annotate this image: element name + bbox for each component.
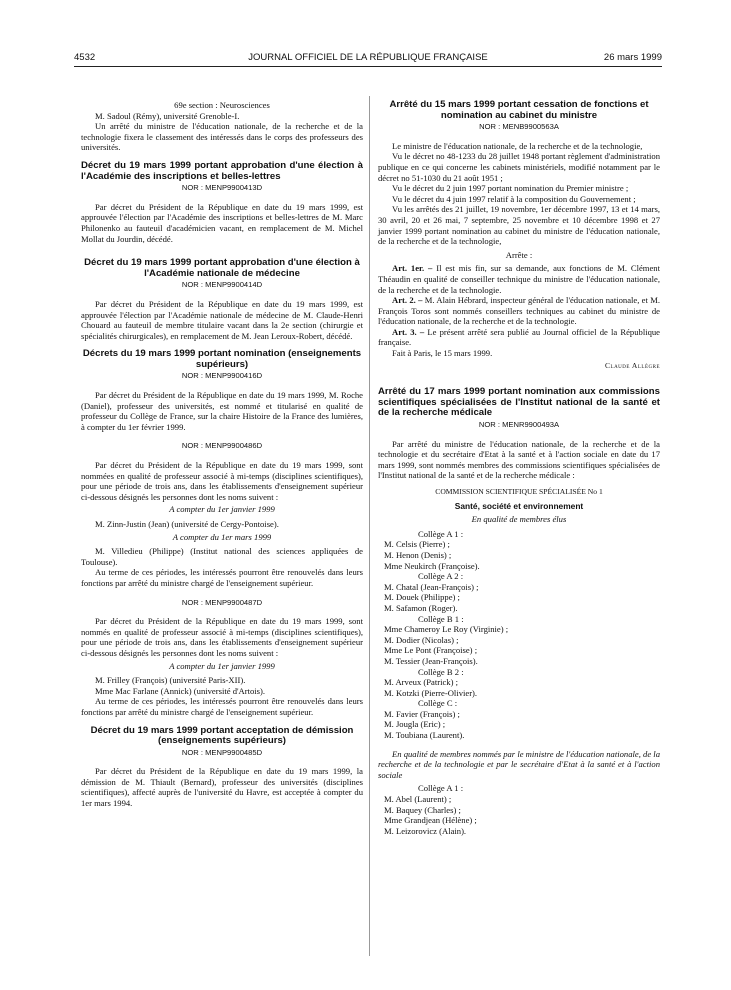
nor-reference: NOR : MENP9900414D [181, 280, 263, 290]
member-item: M. Jougla (Eric) ; [384, 719, 446, 730]
paragraph: Par décret du Président de la République en date du 19 mars 1999, M. Roche (Daniel), professeur des universités, est nommé et titularisé en qualité de professeur du Collège de France, sur la chaire Histoire de la France des lumières, à compter du 1er février 1999. [81, 390, 363, 432]
header-rule [74, 66, 662, 67]
member-item: M. Abel (Laurent) ; [384, 794, 452, 805]
article-text: Il est mis fin, sur sa demande, aux fonctions de M. Clément Théaudin en qualité de conseiller technique du ministre de l'éducation nationale, de la recherche et de la technologie. [378, 263, 660, 295]
college-heading: Collège A 1 : [418, 528, 464, 539]
elected-members-list [378, 529, 660, 741]
right-column [378, 100, 660, 836]
member-item: M. Baquey (Charles) ; [384, 804, 461, 815]
paragraph: M. Sadoul (Rémy), université Grenoble-I. [95, 110, 240, 121]
paragraph: Au terme de ces périodes, les intéressés pourront être renouvelés dans leurs fonctions par arrêté du ministre chargé de l'enseignement supérieur. [81, 567, 363, 588]
member-item: Mme Neukirch (Françoise). [384, 560, 480, 571]
member-item: M. Toubiana (Laurent). [384, 730, 465, 741]
member-item: Mme Le Pont (Françoise) ; [384, 645, 478, 656]
nor-reference: NOR : MENP9900487D [181, 597, 263, 607]
article-label: Art. 1er. – [392, 263, 433, 274]
left-column [81, 100, 363, 809]
article-1 [378, 263, 660, 295]
article-title: Décret du 19 mars 1999 portant acceptation de démission (enseignements supérieurs) [90, 724, 354, 747]
article-text: Le présent arrêté sera publié au Journal officiel de la République française. [378, 326, 661, 348]
page-header [74, 52, 662, 66]
article-label: Art. 2. – [392, 295, 423, 306]
appointee: M. Frilley (François) (université Paris-XII). [95, 675, 246, 686]
member-item: M. Safamon (Roger). [384, 602, 458, 613]
commission-theme: Santé, société et environnement [454, 500, 584, 511]
article-title: Décret du 19 mars 1999 portant approbation d'une élection à l'Académie des inscriptions et belles-lettres [81, 159, 363, 182]
article-2 [378, 295, 660, 327]
appointee: M. Zinn-Justin (Jean) (université de Cergy-Pontoise). [95, 519, 279, 529]
college-heading: Collège A 1 : [418, 783, 464, 794]
paragraph: Le ministre de l'éducation nationale, de la recherche et de la technologie, [392, 140, 643, 151]
appointee: Mme Mac Farlane (Annick) (université d'Artois). [95, 685, 266, 696]
paragraph: Par décret du Président de la République en date du 19 mars 1999, sont nommées en qualité de professeur associé à mi-temps (disciplines scientifiques), pour une période de trois ans, dans les établissements d'enseignement supérieur ci-dessous désignés les personnes dont les noms suivent : [81, 460, 363, 502]
member-item: M. Favier (François) ; [384, 708, 460, 719]
paragraph: Par décret du Président de la République en date du 19 mars 1999, est approuvée l'élection par l'Académie nationale de médecine de M. Claude-Henri Chouard au fauteuil de membre titulaire vacant dans la 2e section (chirurgie et spécialités chirurgicales), en remplacement de M. Jean Leroux-Robert, décédé. [81, 298, 363, 341]
article-text: M. Alain Hébrard, inspecteur général de l'éducation nationale, et M. François Toros sont nommés conseillers techniques au cabinet du ministre de l'éducation nationale, de la recherche et de la technologie. [378, 295, 660, 327]
section-heading: 69e section : Neurosciences [174, 100, 270, 110]
member-item: M. Douek (Philippe) ; [384, 592, 460, 603]
paragraph: Vu les arrêtés des 21 juillet, 19 novembre, 1er décembre 1997, 13 et 14 mars, 30 avril, 20 et 26 mai, 7 septembre, 25 novembre et 10 décembre 1998 et 27 janvier 1999 portant nomination au cabinet du ministre de l'éducation nationale, de la recherche et de la technologie, [378, 204, 660, 247]
nor-reference: NOR : MENB9900563A [479, 122, 559, 132]
member-item: M. Celsis (Pierre) ; [384, 539, 450, 550]
paragraph: Par décret du Président de la République en date du 19 mars 1999, la démission de M. Thiault (Bernard), professeur des universités (disciplines scientifiques), affecté auprès de l'université du Havre, est acceptée à compter du 1er mars 1994. [81, 766, 363, 809]
member-item: Mme Grandjean (Hélène) ; [384, 815, 477, 826]
issue-date: 26 mars 1999 [603, 52, 662, 63]
commission-heading: COMMISSION SCIENTIFIQUE SPÉCIALISÉE No 1 [435, 487, 603, 496]
signature-place-date: Fait à Paris, le 15 mars 1999. [392, 348, 493, 359]
arrete-label: Arrête : [505, 249, 533, 260]
article-title: Décrets du 19 mars 1999 portant nomination (enseignements supérieurs) [82, 348, 362, 370]
nor-reference: NOR : MENP9900486D [181, 441, 263, 451]
member-item: Mme Chameroy Le Roy (Virginie) ; [384, 624, 509, 635]
date-subheading: A compter du 1er janvier 1999 [169, 660, 275, 671]
paragraph: Vu le décret no 48-1233 du 28 juillet 1948 portant règlement d'administration publique en ce qui concerne les cabinets ministériels, modifié notamment par le décret no 51-1030 du 21 août 1951 ; [378, 151, 660, 183]
appointed-members-list [378, 783, 660, 836]
article-title: Arrêté du 17 mars 1999 portant nomination aux commissions scientifiques spécialisées de l'Institut national de la santé et de la recherche médicale [378, 386, 660, 419]
member-item: M. Leizorovicz (Alain). [384, 825, 467, 836]
date-subheading: A compter du 1er janvier 1999 [169, 504, 275, 515]
nor-reference: NOR : MENR9900493A [478, 420, 560, 430]
paragraph: Vu le décret du 4 juin 1997 relatif à la composition du Gouvernement ; [392, 193, 636, 204]
paragraph: Par décret du Président de la République en date du 19 mars 1999, sont nommés en qualité de professeur associé à mi-temps (disciplines scientifiques), pour une période de trois ans, dans les établissements d'enseignement supérieur ci-dessous désignés les personnes dont les noms suivent : [81, 616, 363, 658]
member-item: M. Dodier (Nicolas) ; [384, 634, 459, 645]
nor-reference: NOR : MENP9900413D [181, 183, 263, 193]
paragraph: Vu le décret du 2 juin 1997 portant nomination du Premier ministre ; [392, 183, 629, 194]
member-item: M. Arveux (Patrick) ; [384, 677, 458, 688]
paragraph: Par décret du Président de la République en date du 19 mars 1999, est approuvée l'élection par l'Académie des inscriptions et belles-lettres de M. Marc Philonenko au fauteuil d'académicien vacant, en remplacement de M. Michel Mollat du Jourdin, décédé. [81, 201, 363, 244]
nor-reference: NOR : MENP9900485D [181, 747, 263, 757]
appointee: M. Villedieu (Philippe) (Institut national des sciences appliquées de Toulouse). [81, 546, 363, 567]
paragraph: Un arrêté du ministre de l'éducation nationale, de la recherche et de la technologie fixera le classement des intéressés dans le corps des professeurs des universités. [81, 121, 363, 153]
signatory: Claude Allègre [605, 360, 660, 370]
date-subheading: A compter du 1er mars 1999 [172, 531, 272, 542]
page-number: 4532 [74, 52, 96, 63]
college-heading: Collège B 1 : [418, 613, 464, 624]
college-heading: Collège A 2 : [418, 571, 464, 582]
member-item: M. Chatal (Jean-François) ; [384, 581, 479, 592]
paragraph: Au terme de ces périodes, les intéressés pourront être renouvelés dans leurs fonctions par arrêté du ministre chargé de l'enseignement supérieur. [81, 696, 363, 717]
member-item: M. Tessier (Jean-François). [384, 655, 478, 666]
article-3 [378, 327, 660, 348]
article-title: Décret du 19 mars 1999 portant approbation d'une élection à l'Académie nationale de médecine [84, 257, 360, 279]
nor-reference: NOR : MENP9900416D [181, 371, 263, 381]
members-subheading: En qualité de membres nommés par le ministre de l'éducation nationale, de la recherche et de la technologie et par le secrétaire d'Etat à la santé et à l'action sociale [378, 748, 660, 780]
college-heading: Collège B 2 : [418, 666, 464, 677]
journal-title: JOURNAL OFFICIEL DE LA RÉPUBLIQUE FRANÇAISE [248, 52, 488, 63]
college-heading: Collège C : [418, 698, 458, 709]
member-item: M. Henon (Denis) ; [384, 549, 452, 560]
paragraph: Par arrêté du ministre de l'éducation nationale, de la recherche et de la technologie et du secrétaire d'Etat à la santé et à l'action sociale en date du 17 mars 1999, sont nommés membres des commissions scientifiques spécialisées de l'Institut national de la santé et de la recherche médicale : [378, 438, 660, 481]
article-title: Arrêté du 15 mars 1999 portant cessation de fonctions et nomination au cabinet du ministre [389, 99, 649, 121]
article-label: Art. 3. – [392, 326, 425, 337]
member-item: M. Kotzki (Pierre-Olivier). [384, 687, 478, 698]
members-subheading: En qualité de membres élus [471, 514, 567, 525]
